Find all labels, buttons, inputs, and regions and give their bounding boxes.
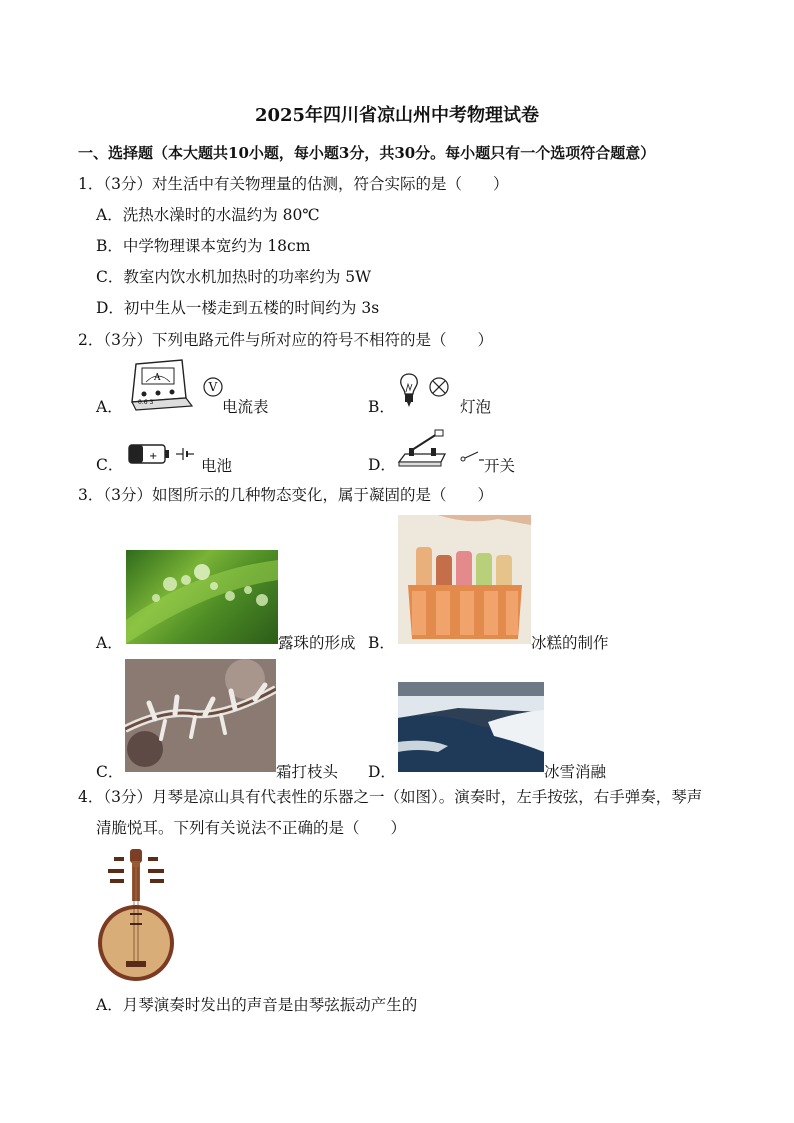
- yueqin-icon: [94, 847, 178, 987]
- question-3-option-b-caption: 冰糕的制作: [531, 634, 609, 652]
- question-4-stem-line-2: 清脆悦耳。下列有关说法不正确的是（ ）: [96, 819, 407, 837]
- lamp-symbol-icon: [428, 376, 450, 402]
- question-2-option-b-letter: B．: [368, 398, 395, 416]
- question-2-option-a-letter: A．: [96, 398, 123, 416]
- switch-symbol-icon: [460, 448, 484, 467]
- question-4-stem-line-1: 4．（3分）月琴是凉山具有代表性的乐器之一（如图）。演奏时，左手按弦，右手弹奏，琴声: [78, 788, 703, 806]
- question-1-option-c: C．教室内饮水机加热时的功率约为 5W: [96, 268, 372, 286]
- knife-switch-icon: [397, 428, 449, 472]
- melting-snow-photo: [398, 682, 544, 772]
- question-2-option-a-caption: 电流表: [222, 398, 269, 416]
- dew-photo: [126, 550, 278, 644]
- question-2-option-c-caption: 电池: [201, 457, 233, 475]
- ammeter-icon: [126, 356, 196, 416]
- light-bulb-icon: [398, 372, 420, 414]
- question-3-option-c-caption: 霜打枝头: [276, 763, 339, 781]
- question-3-option-a-caption: 露珠的形成: [278, 634, 356, 652]
- popsicle-photo: [398, 515, 531, 644]
- question-3-stem: 3．（3分）如图所示的几种物态变化，属于凝固的是（ ）: [78, 486, 493, 504]
- section-heading: 一、选择题（本大题共10小题，每小题3分，共30分。每小题只有一个选项符合题意）: [78, 144, 656, 162]
- battery-icon: [127, 441, 171, 471]
- question-1-option-d: D．初中生从一楼走到五楼的时间约为 3s: [96, 299, 380, 317]
- question-1-option-b: B．中学物理课本宽约为 18cm: [96, 237, 311, 255]
- question-3-option-d-caption: 冰雪消融: [544, 763, 607, 781]
- exam-title: 2025年四川省凉山州中考物理试卷: [254, 105, 540, 126]
- question-4-option-a: A．月琴演奏时发出的声音是由琴弦振动产生的: [96, 996, 418, 1014]
- question-3-option-a-letter: A．: [96, 634, 123, 652]
- question-3-option-c-letter: C．: [96, 763, 124, 781]
- svg-text:A: A: [154, 373, 161, 383]
- question-2-stem: 2．（3分）下列电路元件与所对应的符号不相符的是（ ）: [78, 331, 493, 349]
- question-3-option-d-letter: D．: [368, 763, 396, 781]
- voltmeter-symbol-letter: V: [208, 380, 218, 394]
- battery-symbol-icon: [176, 446, 196, 466]
- svg-text:+: +: [149, 451, 158, 462]
- question-2-option-d-letter: D．: [368, 456, 396, 474]
- question-2-option-b-caption: 灯泡: [460, 398, 492, 416]
- question-1-stem: 1．（3分）对生活中有关物理量的估测，符合实际的是（ ）: [78, 175, 509, 193]
- frost-photo: [125, 659, 276, 772]
- question-2-option-c-letter: C．: [96, 456, 124, 474]
- question-2-option-d-caption: 开关: [484, 457, 516, 475]
- svg-text:0.6 3: 0.6 3: [138, 399, 154, 406]
- question-1-option-a: A．洗热水澡时的水温约为 80℃: [96, 206, 320, 224]
- question-3-option-b-letter: B．: [368, 634, 395, 652]
